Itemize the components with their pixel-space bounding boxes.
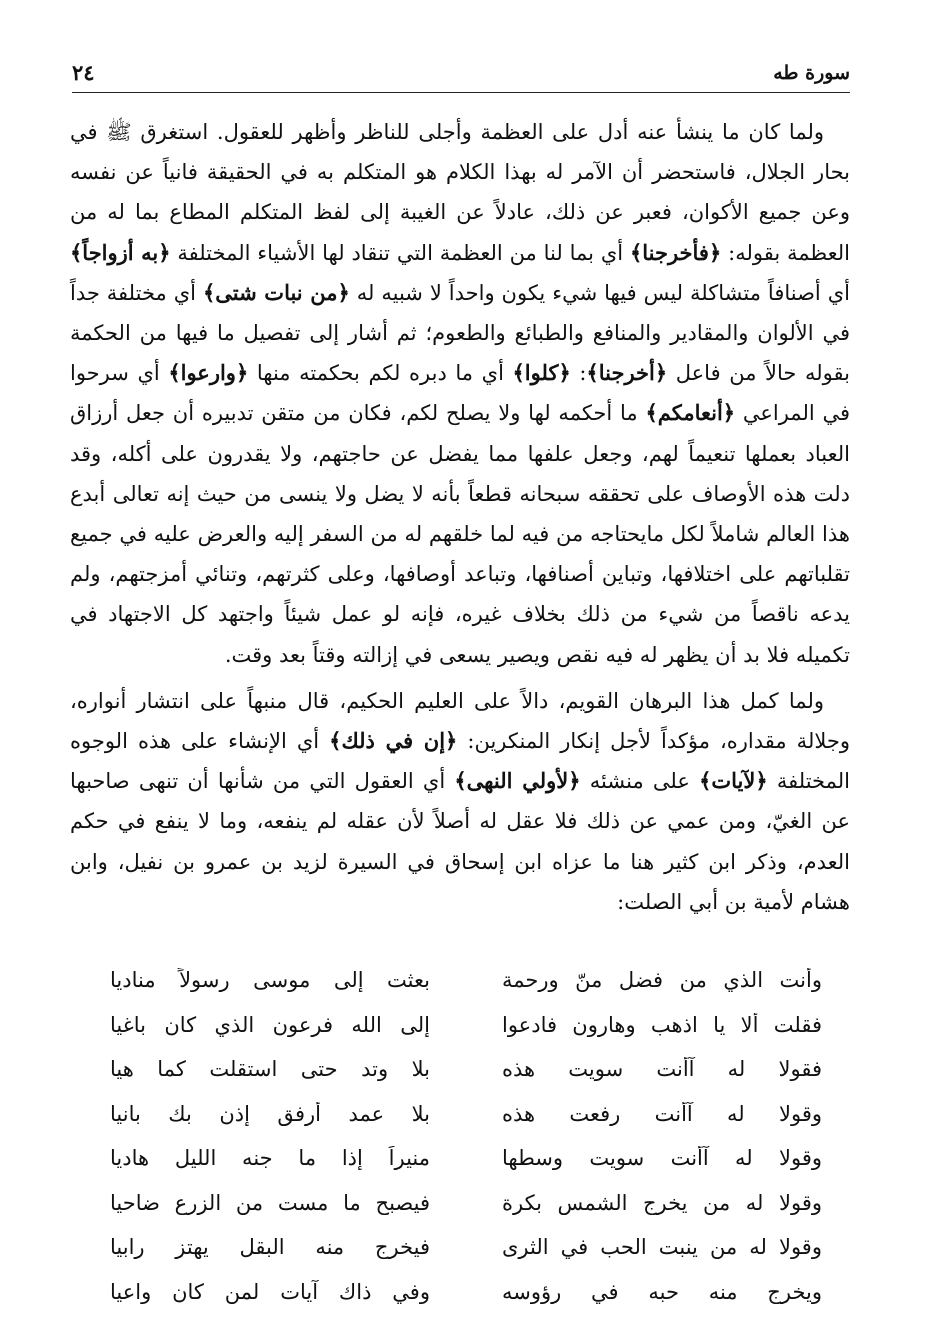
poem-line bbox=[110, 1136, 822, 1181]
commentary-text bbox=[70, 112, 850, 922]
page-number: ٢٤ bbox=[72, 60, 95, 85]
text-segment: أي أصنافاً متشاكلة ليس فيها شيء يكون واحداً لا شبيه له bbox=[349, 280, 850, 305]
poem-line bbox=[110, 1003, 822, 1048]
commentary-paragraph-2 bbox=[70, 681, 850, 922]
poem-second-hemistich: منيراً إذا ما جنه الليل هاديا bbox=[110, 1146, 430, 1171]
quran-quote: ﴿لأولي النهى﴾ bbox=[454, 768, 581, 794]
text-segment: : bbox=[570, 361, 587, 386]
poem-line bbox=[110, 958, 822, 1003]
poem bbox=[110, 958, 822, 1314]
poem-first-hemistich: وقولا له آأنت سويت وسطها bbox=[502, 1146, 822, 1171]
quran-quote: ﴿وارعوا﴾ bbox=[168, 360, 249, 386]
commentary-paragraph-1 bbox=[70, 112, 850, 675]
quran-quote: ﴿لآيات﴾ bbox=[699, 768, 768, 794]
poem-line bbox=[110, 1092, 822, 1137]
text-segment: أي بما لنا من العظمة التي تنقاد لها الأشياء المختلفة bbox=[170, 240, 630, 265]
poem-first-hemistich: وقولا له آأنت رفعت هذه bbox=[502, 1101, 822, 1126]
poem-second-hemistich: فيخرج منه البقل يهتز رابيا bbox=[110, 1235, 430, 1260]
text-segment: ولما كمل هذا البرهان القويم، دالاً على العليم الحكيم، قال منبهاً على انتشار أنواره، وجلالة مقداره، مؤكداً لأجل إنكار المنكرين: bbox=[70, 688, 850, 754]
surah-title: سورة طه bbox=[773, 62, 850, 84]
text-segment: أي مختلفة جداً في الألوان والمقادير والمنافع والطبائع والطعوم؛ ثم أشار إلى تفصيل ما فيها من الحكمة بقوله حالاً من فاعل bbox=[70, 280, 850, 386]
poem-first-hemistich: ويخرج منه حبه في رؤوسه bbox=[502, 1279, 822, 1304]
poem-line bbox=[110, 1225, 822, 1270]
poem-line bbox=[110, 1270, 822, 1315]
poem-first-hemistich: وقولا له من ينبت الحب في الثرى bbox=[502, 1235, 822, 1260]
quran-quote: ﴿أخرجنا﴾ bbox=[586, 360, 668, 386]
text-segment: أي ما دبره لكم بحكمته منها bbox=[248, 361, 513, 386]
text-segment: أي سرحوا في المراعي bbox=[70, 361, 850, 426]
quran-quote: ﴿كلوا﴾ bbox=[512, 360, 571, 386]
text-segment: على منشئه bbox=[580, 769, 700, 794]
poem-second-hemistich: بعثت إلى موسى رسولاً مناديا bbox=[110, 968, 430, 993]
running-header bbox=[72, 58, 850, 93]
poem-first-hemistich: وأنت الذي من فضل منّ ورحمة bbox=[502, 968, 822, 993]
poem-first-hemistich: فقلت ألا يا اذهب وهارون فادعوا bbox=[502, 1012, 822, 1037]
poem-line bbox=[110, 1047, 822, 1092]
poem-second-hemistich: فيصبح ما مست من الزرع ضاحيا bbox=[110, 1190, 430, 1215]
quran-quote: ﴿أنعامكم﴾ bbox=[645, 400, 736, 426]
poem-first-hemistich: وقولا له من يخرج الشمس بكرة bbox=[502, 1190, 822, 1215]
poem-first-hemistich: فقولا له آأنت سويت هذه bbox=[502, 1057, 822, 1082]
poem-second-hemistich: بلا عمد أرفق إذن بك بانيا bbox=[110, 1101, 430, 1126]
poem-second-hemistich: إلى الله فرعون الذي كان باغيا bbox=[110, 1012, 430, 1037]
text-segment: ولما كان ما ينشأ عنه أدل على العظمة وأجلى للناظر وأظهر للعقول. استغرق ﷺ في بحار الجلال، فاستحضر أن الآمر له بهذا الكلام هو المتكلم به في الحقيقة فانياً عن نفسه وعن جميع الأكوان، فعبر عن ذلك، عادلاً عن الغيبة إلى لفظ المتكلم المطاع بما له من العظمة بقوله: bbox=[70, 120, 850, 265]
poem-second-hemistich: وفي ذاك آيات لمن كان واعيا bbox=[110, 1279, 430, 1304]
text-segment: ما أحكمه لها ولا يصلح لكم، فكان من متقن تدبيره أن جعل أرزاق العباد بعملها تنعيماً لهم، وجعل علفها مما يفضل عن حاجتهم، ولا يقدرون على أكله، وقد دلت هذه الأوصاف على تحققه سبحانه قطعاً بأنه لا يضل ولا ينسى من حيث إنه تعالى أبدع هذا العالم شاملاً لكل مايحتاجه من فيه لما خلقهم له من السفر إليه والعرض عليه في جميع تقلباتهم على اختلافها، وتباين أصنافها، وتباعد أوصافها، وعلى كثرتهم، وتنائي أمزجتهم، ولم يدعه ناقصاً من شيء من ذلك بخلاف غيره، فإنه لو عمل شيئاً واجتهد كل الاجتهاد في تكميله فلا بد أن يظهر له فيه نقص ويصير يسعى في إزالته وقتاً بعد وقت. bbox=[70, 401, 850, 667]
text-segment: أي العقول التي من شأنها أن تنهى صاحبها عن الغيّ، ومن عمي عن ذلك فلا عقل له أصلاً لأن عقله لم ينفعه، وما لا ينفع في حكم العدم، وذكر ابن كثير هنا ما عزاه ابن إسحاق في السيرة لزيد بن عمرو بن نفيل، وابن هشام لأمية بن أبي الصلت: bbox=[70, 769, 850, 914]
text-segment: أي الإنشاء على هذه الوجوه المختلفة bbox=[70, 729, 850, 794]
quran-quote: ﴿فأخرجنا﴾ bbox=[629, 239, 722, 265]
quran-quote: ﴿به أزواجاً﴾ bbox=[70, 239, 171, 265]
poem-line bbox=[110, 1181, 822, 1226]
quran-quote: ﴿من نبات شتى﴾ bbox=[202, 279, 350, 305]
quran-quote: ﴿إن في ذلك﴾ bbox=[329, 728, 458, 754]
poem-second-hemistich: بلا وتد حتى استقلت كما هيا bbox=[110, 1057, 430, 1082]
